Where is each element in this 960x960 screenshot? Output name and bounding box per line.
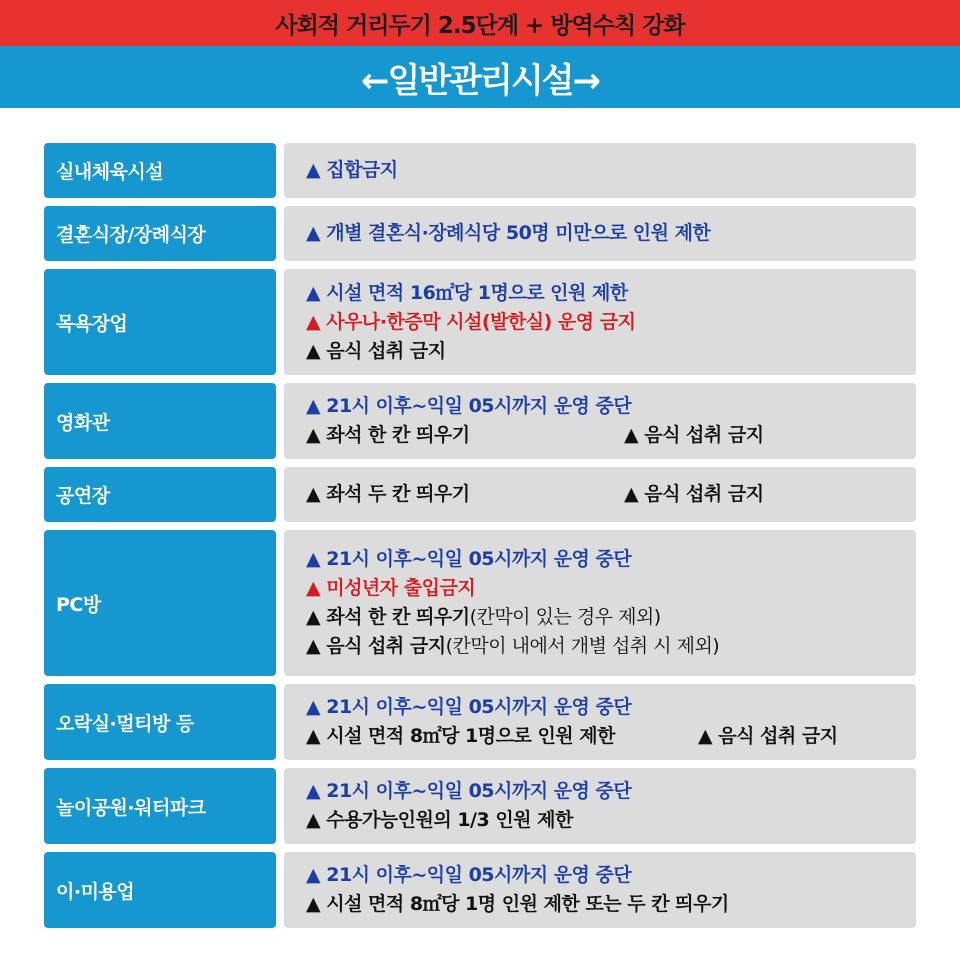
rule-note: (칸막이 있는 경우 제외) [469, 606, 661, 628]
row-label: 공연장 [44, 467, 276, 522]
table-row [44, 467, 916, 522]
rule-text: ▲ 수용가능인원의 1/3 인원 제한 [306, 809, 573, 831]
rule-text: ▲ 음식 섭취 금지 [306, 635, 446, 657]
row-content [284, 383, 916, 459]
rule-text: ▲ 21시 이후~익일 05시까지 운영 중단 [306, 395, 632, 417]
rule-text: ▲ 21시 이후~익일 05시까지 운영 중단 [306, 548, 632, 570]
rule-text: ▲ 좌석 한 칸 띄우기 [306, 424, 470, 446]
rule-text: ▲ 시설 면적 16㎡당 1명으로 인원 제한 [306, 281, 628, 304]
table-row [44, 206, 916, 261]
rule-text: ▲ 사우나·한증막 시설(발한실) 운영 금지 [306, 310, 636, 333]
rule-text: ▲ 음식 섭취 금지 [698, 725, 838, 747]
row-label: PC방 [44, 530, 276, 676]
row-label: 영화관 [44, 383, 276, 459]
table-row [44, 383, 916, 459]
row-content [284, 768, 916, 844]
row-label: 실내체육시설 [44, 143, 276, 198]
rule-text: ▲ 집합금지 [306, 159, 398, 181]
rule-text: ▲ 미성년자 출입금지 [306, 577, 476, 599]
row-content [284, 530, 916, 676]
rule-text: ▲ 21시 이후~익일 05시까지 운영 중단 [306, 780, 632, 802]
rule-text: ▲ 좌석 한 칸 띄우기 [306, 606, 470, 628]
table-row [44, 768, 916, 844]
facility-table [44, 143, 916, 936]
row-label: 이·미용업 [44, 852, 276, 928]
rule-text: ▲ 개별 결혼식·장례식당 50명 미만으로 인원 제한 [306, 222, 711, 244]
rule-text: ▲ 21시 이후~익일 05시까지 운영 중단 [306, 864, 632, 886]
rule-text: ▲ 음식 섭취 금지 [624, 483, 764, 505]
row-content [284, 143, 916, 198]
row-content [284, 206, 916, 261]
top-banner [0, 0, 960, 46]
rule-note: (칸막이 내에서 개별 섭취 시 제외) [445, 635, 720, 657]
row-content [284, 269, 916, 375]
table-row [44, 684, 916, 760]
rule-text: ▲ 시설 면적 8㎡당 1명으로 인원 제한 [306, 725, 615, 747]
row-label: 목욕장업 [44, 269, 276, 375]
row-content [284, 852, 916, 928]
table-row [44, 269, 916, 375]
banner-text: 사회적 거리두기 2.5단계 + 방역수칙 강화 [275, 12, 685, 39]
row-content [284, 684, 916, 760]
row-label: 놀이공원·워터파크 [44, 768, 276, 844]
rule-text: ▲ 21시 이후~익일 05시까지 운영 중단 [306, 696, 632, 718]
table-row [44, 852, 916, 928]
table-row [44, 143, 916, 198]
row-content [284, 467, 916, 522]
rule-text: ▲ 좌석 두 칸 띄우기 [306, 483, 470, 505]
table-row [44, 530, 916, 676]
rule-text: ▲ 음식 섭취 금지 [624, 424, 764, 446]
row-label: 오락실·멀티방 등 [44, 684, 276, 760]
title-bar [0, 46, 960, 108]
page-title: ←일반관리시설→ [360, 60, 600, 101]
rule-text: ▲ 시설 면적 8㎡당 1명 인원 제한 또는 두 칸 띄우기 [306, 893, 729, 915]
rule-text: ▲ 음식 섭취 금지 [306, 339, 446, 362]
row-label: 결혼식장/장례식장 [44, 206, 276, 261]
